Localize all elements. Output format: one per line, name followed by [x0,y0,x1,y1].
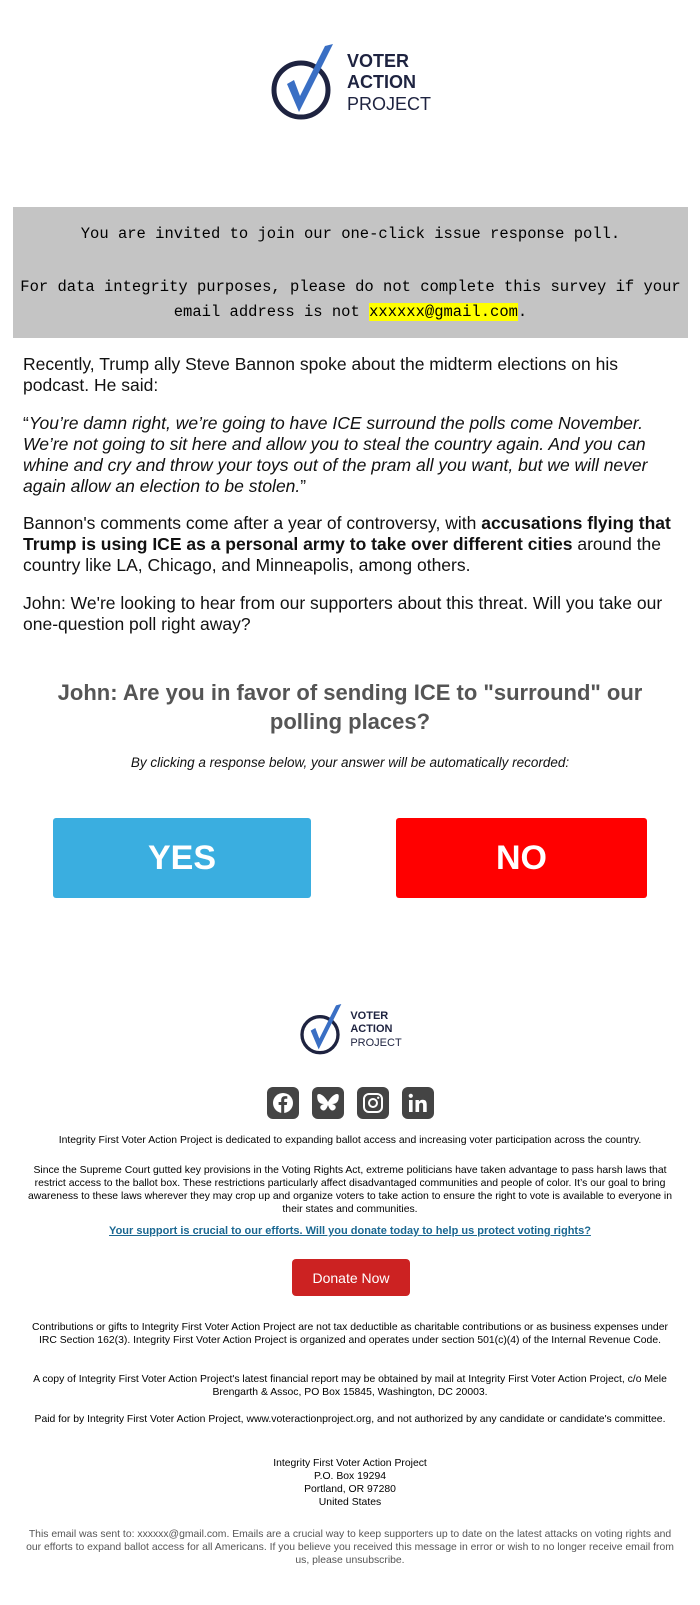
bannon-quote [23,413,683,497]
quote-body: You’re damn right, we’re going to have ICE surround the polls come November. We’re not going to sit here and allow you to steal the country again. And you can whine and cry and throw your toys out of the pram all you want, but we will never again allow an election to be stolen. [23,413,648,496]
checkmark-logo-icon-small [298,1000,346,1060]
footer-financial-report: A copy of Integrity First Voter Action Project's latest financial report may be obtained by mail at Integrity First Voter Action Project, c/o Mele Brengarth & Assoc, PO Box 15845, Washington, DC 20003. [33,1374,667,1398]
checkmark-logo-icon [269,38,339,128]
yes-button[interactable]: YES [53,818,311,898]
notice-line-1: You are invited to join our one-click issue response poll. [80,225,621,243]
context-paragraph [23,513,683,576]
footer-context: Since the Supreme Court gutted key provisions in the Voting Rights Act, extreme politicians have taken advantage to pass harsh laws that restrict access to the ballot box. These restrictions particularly affect disadvantaged communities and people of color. It’s our goal to bring awareness to these laws wherever they may crop up and organize voters to take action to ensure the right to vote is available to everyone in their states and communities. [27,1165,672,1215]
address-org: Integrity First Voter Action Project [273,1458,427,1469]
address-city: Portland, OR 97280 [304,1484,396,1495]
notice-line-2 [13,275,688,325]
intro-paragraph [23,354,683,396]
header-logo [0,38,700,128]
footer-mailing-address [25,1457,675,1509]
facebook-icon[interactable] [267,1087,299,1119]
context-text [23,513,683,576]
notice-end: . [517,303,528,321]
context-start: Bannon's comments come after a year of controversy, with [23,513,482,533]
footer-tax-disclaimer: Contributions or gifts to Integrity First Voter Action Project are not tax deductible as charitable contributions or as business expenses under IRC Section 162(3). Integrity First Voter Action Project is organized and operates under section 501(c)(4) of the Internal Revenue Code. [32,1322,668,1346]
footer-paid-for: Paid for by Integrity First Voter Action Project, www.voteractionproject.org, and not authorized by any candidate or candidate's committee. [34,1414,666,1425]
recipient-email-highlight: xxxxxx@gmail.com [369,303,518,321]
footer-logo-line-action: ACTION [350,1023,393,1036]
logo-line-voter: VOTER [346,50,409,71]
footer-mission: Integrity First Voter Action Project is dedicated to expanding ballot access and increasing voter participation across the country. [58,1135,642,1146]
context-bold: accusations flying that Trump is using ICE as a personal army to take over different cities [23,513,671,554]
address-box: P.O. Box 19294 [313,1471,387,1482]
quote-open-mark: “ [23,413,29,433]
donate-support-link[interactable]: Your support is crucial to our efforts. Will you donate today to help us protect voting rights? [109,1225,591,1237]
logo-line-project: PROJECT [346,93,431,114]
logo-wordmark [347,51,431,116]
notice-text: For data integrity purposes, please do not complete this survey if your email address is not [20,278,681,321]
logo-line-action: ACTION [346,72,416,93]
linkedin-icon[interactable] [402,1087,434,1119]
ask-text: John: We're looking to hear from our supporters about this threat. Will you take our one-question poll right away? [23,593,663,634]
intro-text: Recently, Trump ally Steve Bannon spoke about the midterm elections on his podcast. He said: [23,354,618,395]
footer-unsubscribe-notice: This email was sent to: xxxxxx@gmail.com. Emails are a crucial way to keep supporters up to date on the latest attacks on voting rights and our efforts to expand ballot access for all Americans. If you believe you received this message in error or wish to no longer receive email from us, please unsubscribe. [26,1529,674,1566]
instagram-icon[interactable] [357,1087,389,1119]
quote-close-mark: ” [300,476,307,496]
context-end: around the country like LA, Chicago, and Minneapolis, among others. [23,534,662,575]
footer-logo-line-voter: VOTER [350,1010,389,1023]
footer-logo-wordmark [350,1010,401,1050]
poll-invite-notice [13,207,688,338]
donate-now-button[interactable]: Donate Now [292,1259,410,1296]
address-country: United States [318,1497,382,1508]
quote-text [23,413,683,497]
poll-question: John: Are you in favor of sending ICE to "surround" our polling places? [57,680,643,734]
bluesky-icon[interactable] [312,1087,344,1119]
poll-instruction: By clicking a response below, your answer will be automatically recorded: [130,755,570,770]
no-button[interactable]: NO [396,818,647,898]
footer-logo-line-project: PROJECT [350,1036,402,1049]
footer-logo [0,1000,700,1060]
ask-paragraph [23,593,683,635]
social-links [0,1087,700,1119]
